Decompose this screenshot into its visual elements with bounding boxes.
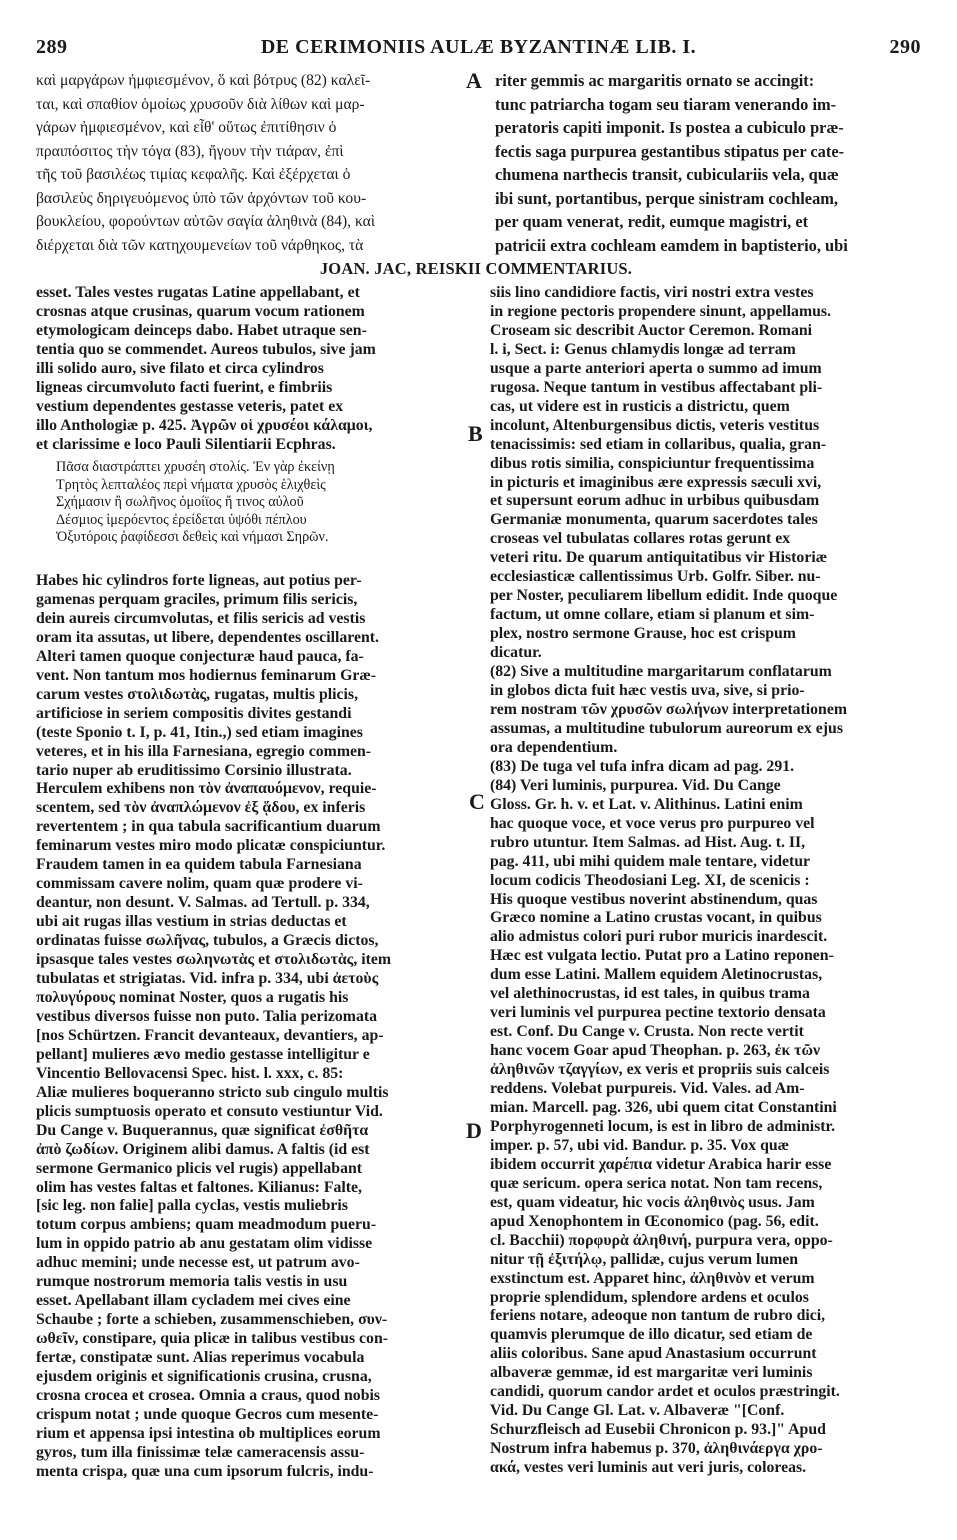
commentary-line: tentia quo se commendet. Aureos tubulos, sive jam [36,340,376,358]
latin-text-line: fectis saga purpurea gestantibus stipatus per cate- [495,141,845,161]
commentary-line: locum codicis Theodosiani Leg. XI, de scenicis : [490,871,810,889]
commentary-line: esset. Tales vestes rugatas Latine appellabant, et [36,284,360,301]
commentary-line: oram ita assutas, ut libere, dependentes oscillarent. [36,628,379,646]
latin-translation-column [495,69,935,257]
commentary-line: vel alethinocrustas, id est tales, in quibus trama [490,985,810,1003]
commentary-line: veteres, et in his illa Farnesiana, egregio commen- [36,742,372,760]
commentary-line: Vid. Du Cange Gl. Lat. v. Albaveræ "[Conf. [490,1402,785,1420]
commentary-line: quamvis plerumque de illo dicatur, sed etiam de [490,1326,813,1344]
commentary-line: tubulatas et strigiatas. Vid. infra p. 334, ubi ἀετοὺς [36,970,379,988]
commentary-line: Græco nomine a Latino crustas vocant, in quibus [490,909,822,927]
commentary-line: factum, ut omne collare, etiam si planum et sim- [490,606,815,624]
commentary-line: (83) De tuga vel tufa infra dicam ad pag. 291. [490,757,795,775]
commentary-line: per Noster, peculiarem libellum edidit. Inde quoque [490,587,838,605]
greek-text-line: ται, καὶ σπαθίον ὁμοίως χρυσοῦν διὰ λίθων καὶ μαρ- [36,95,365,113]
commentary-line: plicis sumptuosis operato et consuto vestiuntur Vid. [36,1102,383,1120]
commentary-line: et supersunt eorum adhuc in urbibus quibusdam [490,492,820,510]
commentary-line: menta crispa, quæ una cum ipsorum fulcris, indu- [36,1462,374,1480]
commentary-line: proprie splendidum, splendore ardens et oculos [490,1288,809,1306]
verse-line: Σχήμασιν ἢ σωλῆνος ὁμοίϊος ἤ τινος αὐλοῦ [56,494,304,511]
commentary-line: Schurzfleisch ad Eusebii Chronicon p. 93.]" Apud [490,1421,826,1439]
greek-text-line: διέρχεται διὰ τῶν κατηχουμενείων τοῦ νάρθηκος, τὰ [36,236,364,254]
commentary-line: ejusdem originis et significationis crusina, crusna, [36,1368,372,1386]
commentary-line: (84) Veri luminis, purpurea. Vid. Du Cange [490,776,781,794]
commentary-line: pag. 411, ubi mihi quidem male tentare, videtur [490,852,811,870]
commentary-line: imper. p. 57, ubi vid. Bandur. p. 35. Vox quæ [490,1136,790,1154]
commentary-line: cl. Bacchii) πορφυρὰ ἀληθινή, purpura vera, oppo- [490,1231,833,1249]
commentary-line: ora dependentium. [490,738,618,756]
commentary-line: (teste Sponio t. I, p. 41, Itin.,) sed etiam imagines [36,723,363,741]
commentary-line: tario nuper ab eruditissimo Corsinio illustrata. [36,761,352,779]
verse-line: Πᾶσα διαστράπτει χρυσέη στολίς. Ἐν γὰρ ἐκείνῃ [56,459,335,475]
running-header [36,36,921,60]
greek-text-column [36,69,476,257]
commentary-line: incolunt, Altenburgensibus dictis, veteris vestitus [490,416,820,434]
commentary-line: quæ sericum. opera serica notat. Non tam recens, [490,1174,823,1192]
commentary-line: plex, nostro sermone Grause, hoc est crispum [490,625,796,643]
commentary-line: et clarissime e loco Pauli Silentiarii Ecphras. [36,435,336,453]
commentary-line: in picturis et imaginibus ære expressis sæculi xvi, [490,473,822,491]
commentary-line: rium et appensa ipsi intestina ob multiplices eorum [36,1424,381,1442]
commentary-line: cas, ut videre est in rusticis a districtu, quem [490,397,790,415]
commentary-line: pellant] mulieres ævo medio gestasse intelligitur e [36,1045,370,1063]
commentary-line: apud Xenophontem in Œconomico (pag. 56, edit. [490,1212,819,1230]
commentary-line: exstinctum est. Apparet hinc, ἀληθινὸν et verum [490,1269,815,1287]
commentary-line: Gloss. Gr. h. v. et Lat. v. Alithinus. Latini enim [490,795,803,813]
commentary-heading: JOAN. JAC, REISKII COMMENTARIUS. [319,259,633,278]
commentary-line: Du Cange v. Buquerannus, quæ significat ἐσθῆτα [36,1121,369,1139]
greek-text-line: γάρων ἠμφιεσμένον, καὶ εἶθ' οὕτως ἐπιτίθησιν ὁ [36,119,337,136]
commentary-line: dibus rotis similia, conspiciuntur frequentissima [490,454,815,472]
commentary-line: esset. Apellabant illam cycladem mei cives eine [36,1292,351,1310]
commentary-line: illo Anthologiæ p. 425. Ἀγρῶν οἱ χρυσέοι κάλαμοι, [36,416,373,434]
running-title: DE CERIMONIIS AULÆ BYZANTINÆ LIB. I. [260,36,697,58]
commentary-line: illi solido auro, sive filato et circa cylindros [36,359,324,377]
commentary-line: lum in oppido patrio ab anu gestatam olim vidisse [36,1235,373,1253]
commentary-line: ecclesiasticæ callentissimus Urb. Golfr. Siber. nu- [490,568,821,586]
commentary-line: scentem, sed τὸν ἀναπλώμενον ἐξ ᾅδου, ex inferis [36,799,366,817]
commentary-line: Vincentio Bellovacensi Spec. hist. l. xxx, c. 85: [36,1064,344,1082]
page-number-left: 289 [36,36,68,58]
commentary-line: ακά, vestes veri luminis aut veri juris, coloreas. [490,1459,807,1477]
commentary-line: est. Conf. Du Cange v. Crusta. Non recte vertit [490,1023,804,1041]
greek-text-line: πραιπόσιτος τὴν τόγα (83), ἤγουν τὴν τιάραν, ἐπὶ [36,142,344,160]
commentary-line: πολυγύρους nominat Noster, quos a rugatis his [36,988,349,1006]
commentary-line: mian. Marcell. pag. 326, ubi quem citat Constantini [490,1098,837,1116]
commentary-line: aliis coloribus. Sane apud Anastasium occurrunt [490,1345,817,1363]
commentary-line: gamenas perquam graciles, primum filis sericis, [36,590,358,608]
commentary-line: crispum notat ; unde quoque Gecros cum mesente- [36,1405,379,1423]
commentary-line: olim has vestes faltas et faltones. Kilianus: Falte, [36,1178,363,1196]
commentary-line: dicatur. [490,644,542,662]
page-number-right: 290 [889,36,921,58]
verse-line: Δέσμιος ἱμερόεντος ἐρείδεται ὑψόθι πέπλου [56,511,307,528]
commentary-line: rem nostram τῶν χρυσῶν σωλήνων interpretationem [490,700,848,718]
commentary-line: carum vestes στολιδωτὰς, rugatas, multis plicis, [36,685,359,703]
commentary-line: hanc vocem Goar apud Theophan. p. 263, ἐκ τῶν [490,1042,821,1060]
anthology-verse [56,459,476,547]
greek-text-line: καὶ μαργάρων ἠμφιεσμένον, ὅ καὶ βότρυς (82) καλεῖ- [36,72,371,89]
commentary-line: nitur τῇ ἐξιτήλῳ, pallidæ, cujus verum lumen [490,1250,799,1268]
commentary-line: croseas vel tubulatas collares rotas gerunt ex [490,530,791,548]
commentary-line: crosnas atque crusinas, quarum vocum rationem [36,302,365,320]
commentary-line: tenacissimis: sed etiam in collaribus, qualia, gran- [490,435,827,453]
commentary-line: rugosa. Neque tantum in vestibus affectabant pli- [490,378,823,396]
commentary-line: ubi ait rugas illas vestium in strias deductas et [36,913,347,931]
commentary-line: alio admistus colori puri rubor muricis inardescit. [490,928,828,946]
greek-text-line: βασιλεὺς δηριγευόμενος ὑπὸ τῶν ἀρχόντων τοῦ κου- [36,189,367,207]
commentary-line: ordinatas fuisse σωλῆνας, tubulos, a Græcis dictos, [36,932,379,950]
commentary-line: albaveræ gemmæ, id est margaritæ veri luminis [490,1364,813,1382]
commentary-line: ἀληθινῶν τζαγγίων, ex veris et propriis suis calceis [490,1061,830,1079]
commentary-line: veteri ritu. De quarum antiquitatibus vir Historiæ [490,549,828,567]
left-commentary-upper [36,284,476,455]
latin-text-line: chumena narthecis transit, cubiculariis vela, quæ [495,165,839,184]
commentary-line: usque a parte anteriori aperta o summo ad imum [490,359,822,377]
greek-text-line: βουκλείου, φορούντων αὐτῶν σαγία ἀληθινὰ (84), καὶ [36,213,376,230]
commentary-line: gyros, tum illa finissimæ telæ cameracensis assu- [36,1443,365,1461]
latin-text-line: peratoris capiti imponit. Is postea a cubiculo præ- [495,118,844,137]
latin-text-line: riter gemmis ac margaritis ornato se accingit: [495,71,815,90]
commentary-line: [nos Schürtzen. Francit devanteaux, devantiers, ap- [36,1026,384,1044]
commentary-line: revertentem ; in qua tabula sacrificantium duarum [36,818,381,836]
commentary-line: commissam cavere nolim, quam quæ prodere vi- [36,875,363,893]
latin-text-line: per quam venerat, redit, eumque magistri, et [495,212,809,231]
verse-line: Ὀξυτόροις ῥαφίδεσσι δεθεὶς καὶ νήμασι Σηρῶν. [56,529,329,546]
commentary-line: Alteri tamen quoque conjecturæ haud pauca, fa- [36,647,364,665]
commentary-line: hac quoque voce, et voce verus pro purpureo vel [490,814,815,832]
commentary-line: rumque nostrorum memoria talis vestis in usu [36,1273,348,1291]
commentary-line: Schaube ; forte a schieben, zusammenschieben, συν- [36,1311,388,1329]
commentary-line: assumas, a multitudine tubulorum aureorum ex ejus [490,719,843,737]
commentary-line: feriens notare, adeoque non tantum de rubro dici, [490,1307,826,1325]
commentary-line: in globos dicta fuit hæc vestis uva, sive, si prio- [490,682,805,700]
commentary-line: vent. Non tantum mos hodiernus feminarum Græ- [36,666,377,684]
commentary-line: vestibus diversos fuisse non puto. Talia perizomata [36,1007,377,1025]
latin-text-line: patricii extra cochleam eamdem in baptisterio, ubi [495,235,848,255]
commentary-line: Fraudem tamen in ea quidem tabula Farnesiana [36,856,362,874]
commentary-line: reddens. Volebat purpureis. Vid. Vales. ad Am- [490,1080,805,1098]
left-commentary-lower [36,572,476,1482]
commentary-line: Germaniæ monumenta, quarum sacerdotes tales [490,511,818,529]
commentary-line: artificiose in seriem compositis divites gestandi [36,704,352,722]
commentary-line: etymologicam deinceps dabo. Habet utraque sen- [36,321,367,339]
greek-text-line: τῆς τοῦ βασιλέως τιμίας κεφαλῆς. Καὶ ἐξέρχεται ὁ [36,166,351,183]
commentary-line: Habes hic cylindros forte ligneas, aut potius per- [36,572,362,589]
verse-line: Τρητὸς λεπταλέος περὶ νήματα χρυσὸς ἑλιχθεὶς [56,476,326,493]
commentary-line: Nostrum infra habemus p. 370, ἀληθινάεργα χρο- [490,1440,823,1458]
margin-letter-d: D [466,1118,482,1143]
commentary-line: ipsasque tales vestes σωληνωτὰς et στολιδωτὰς, item [36,951,392,969]
commentary-line: candidi, quorum candor ardet et oculos præstringit. [490,1383,840,1401]
commentary-line: totum corpus ambiens; quam meadmodum pueru- [36,1216,377,1234]
margin-letter-b: B [468,421,483,446]
margin-letter-c: C [469,789,485,814]
commentary-line: [sic leg. non falie] palla cyclas, vestis muliebris [36,1197,348,1215]
commentary-line: Porphyrogenneti locum, is est in libro de administr. [490,1117,836,1135]
commentary-line: crosna crocea et crosea. Omnia a craus, quod nobis [36,1386,381,1404]
commentary-line: ligneas circumvoluto facti fuerint, e fimbriis [36,378,333,396]
commentary-line: deantur, non desunt. V. Salmas. ad Tertull. p. 334, [36,894,370,912]
commentary-line: in regione pectoris propendere sinunt, appellamus. [490,302,831,320]
commentary-line: est, quam videatur, hic vocis ἀληθινὸς usus. Jam [490,1193,815,1211]
commentary-line: ωθεῖν, constipare, quia plicæ in talibus vestibus con- [36,1330,389,1348]
commentary-line: fertæ, constipatæ sunt. Alias reperimus vocabula [36,1349,365,1367]
commentary-line: feminarum vestes miro modo plicatæ conspiciuntur. [36,837,386,855]
commentary-line: Herculem exhibens non τὸν ἀναπαυόμενον, requie- [36,780,377,798]
commentary-line: vestium dependentes gestasse veteris, patet ex [36,397,344,415]
commentary-line: dein aureis circumvolutas, et filis sericis ad vestis [36,609,366,627]
commentary-line: siis lino candidiore factis, viri nostri extra vestes [490,284,814,301]
commentary-line: Aliæ mulieres boqueranno stricto sub cingulo multis [36,1083,389,1101]
latin-text-line: tunc patriarcha togam seu tiaram venerando im- [495,94,837,114]
latin-text-line: ibi sunt, portantibus, perque sinistram cochleam, [495,188,839,208]
commentary-line: His quoque vestibus noverint abstinendum, quas [490,890,818,908]
right-commentary [490,284,930,1478]
commentary-line: l. i, Sect. i: Genus chlamydis longæ ad terram [490,340,796,358]
commentary-line: ibidem occurrit χαρέπια videtur Arabica harir esse [490,1155,832,1173]
commentary-line: Hæc est vulgata lectio. Putat pro a Latino reponen- [490,947,834,965]
commentary-line: ἀπὸ ζωδίων. Originem alibi damus. A faltis (id est [36,1140,370,1158]
commentary-line: dum esse Latini. Mallem equidem Aletinocrustas, [490,966,823,984]
commentary-line: sermone Germanico plicis vel rugis) appellabant [36,1159,363,1177]
commentary-line: rubro utuntur. Item Salmas. ad Hist. Aug. t. II, [490,833,806,851]
commentary-line: (82) Sive a multitudine margaritarum conflatarum [490,663,832,681]
commentary-line: veri luminis vel purpurea pectine textorio densata [490,1004,826,1022]
commentary-line: Croseam sic describit Auctor Ceremon. Romani [490,321,813,339]
commentary-line: adhuc memini; unde necesse est, ut patrum avo- [36,1254,360,1272]
margin-letter-a: A [466,68,482,93]
